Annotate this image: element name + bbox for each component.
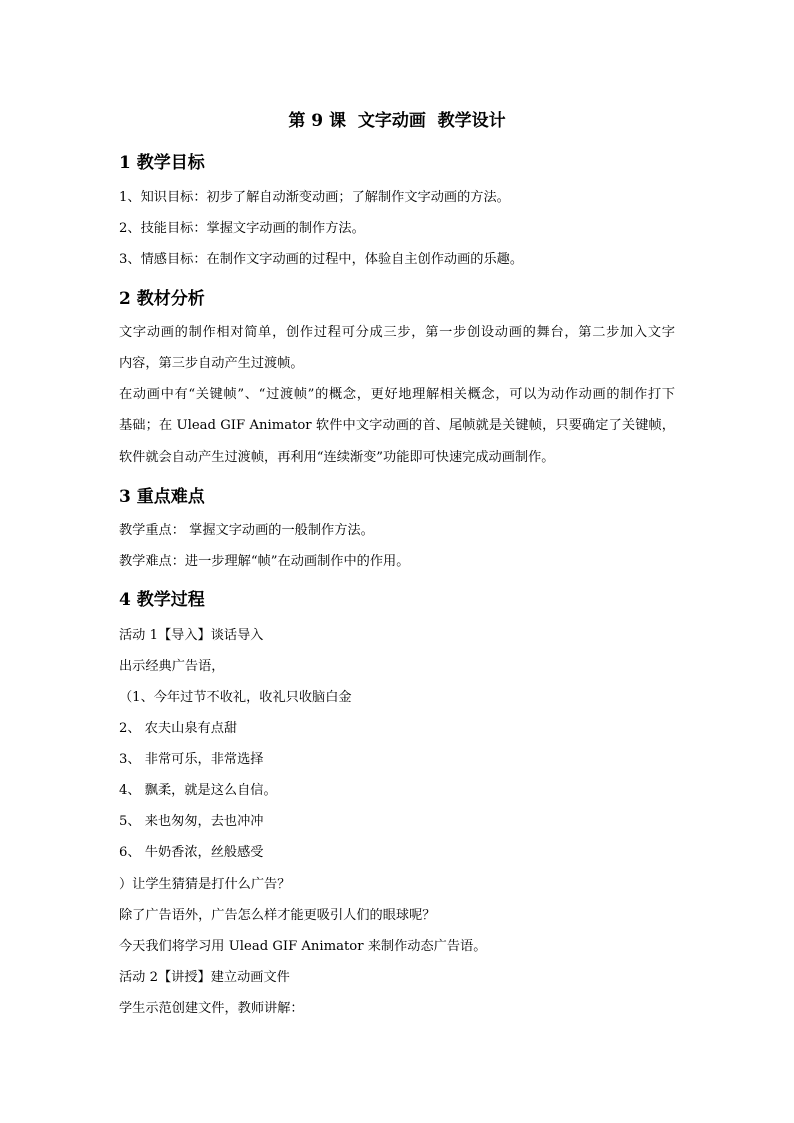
objective-item: 2、技能目标：掌握文字动画的制作方法。	[119, 221, 365, 236]
paragraph-line: 学生示范创建文件，教师讲解：	[119, 1001, 304, 1016]
list-item: 2、 农夫山泉有点甜	[119, 721, 238, 736]
list-item: 5、 来也匆匆，去也冲冲	[119, 814, 264, 829]
difficulty-line: 教学难点：进一步理解“帧”在动画制作中的作用。	[119, 554, 410, 569]
paragraph-line: 软件就会自动产生过渡帧，再利用“连续渐变”功能即可快速完成动画制作。	[119, 450, 555, 465]
list-item: 6、 牛奶香浓，丝般感受	[119, 845, 264, 860]
paragraph-line: 基础；在 Ulead GIF Animator 软件中文字动画的首、尾帧就是关键帧，只要确定了关键帧，	[119, 418, 675, 433]
document-title: 第 9 课 文字动画 教学设计	[288, 111, 506, 131]
objective-item: 3、情感目标：在制作文字动画的过程中，体验自主创作动画的乐趣。	[119, 252, 524, 267]
paragraph-line: 除了广告语外，广告怎么样才能更吸引人们的眼球呢？	[119, 908, 436, 923]
paragraph-line: 内容，第三步自动产生过渡帧。	[119, 356, 304, 371]
paragraph-line: 在动画中有“关键帧”、“过渡帧”的概念，更好地理解相关概念，可以为动作动画的制作打下	[119, 387, 675, 402]
section-heading-objectives: 1 教学目标	[119, 153, 205, 173]
list-item: （1、今年过节不收礼，收礼只收脑白金	[119, 690, 352, 705]
section-heading-key-points: 3 重点难点	[119, 487, 205, 507]
paragraph-line: 文字动画的制作相对简单，创作过程可分成三步，第一步创设动画的舞台，第二步加入文字	[119, 325, 675, 340]
activity-heading: 活动 1【导入】谈话导入	[119, 628, 264, 643]
paragraph-line: ）让学生猜猜是打什么广告？	[119, 877, 291, 892]
key-point-line: 教学重点： 掌握文字动画的一般制作方法。	[119, 523, 374, 538]
activity-heading: 活动 2【讲授】建立动画文件	[119, 970, 290, 985]
paragraph-line: 今天我们将学习用 Ulead GIF Animator 来制作动态广告语。	[119, 939, 487, 954]
section-heading-analysis: 2 教材分析	[119, 289, 205, 309]
list-item: 3、 非常可乐，非常选择	[119, 752, 264, 767]
section-heading-process: 4 教学过程	[119, 590, 205, 610]
objective-item: 1、知识目标：初步了解自动渐变动画；了解制作文字动画的方法。	[119, 190, 510, 205]
list-item: 4、 飘柔，就是这么自信。	[119, 783, 277, 798]
paragraph-line: 出示经典广告语，	[119, 659, 225, 674]
